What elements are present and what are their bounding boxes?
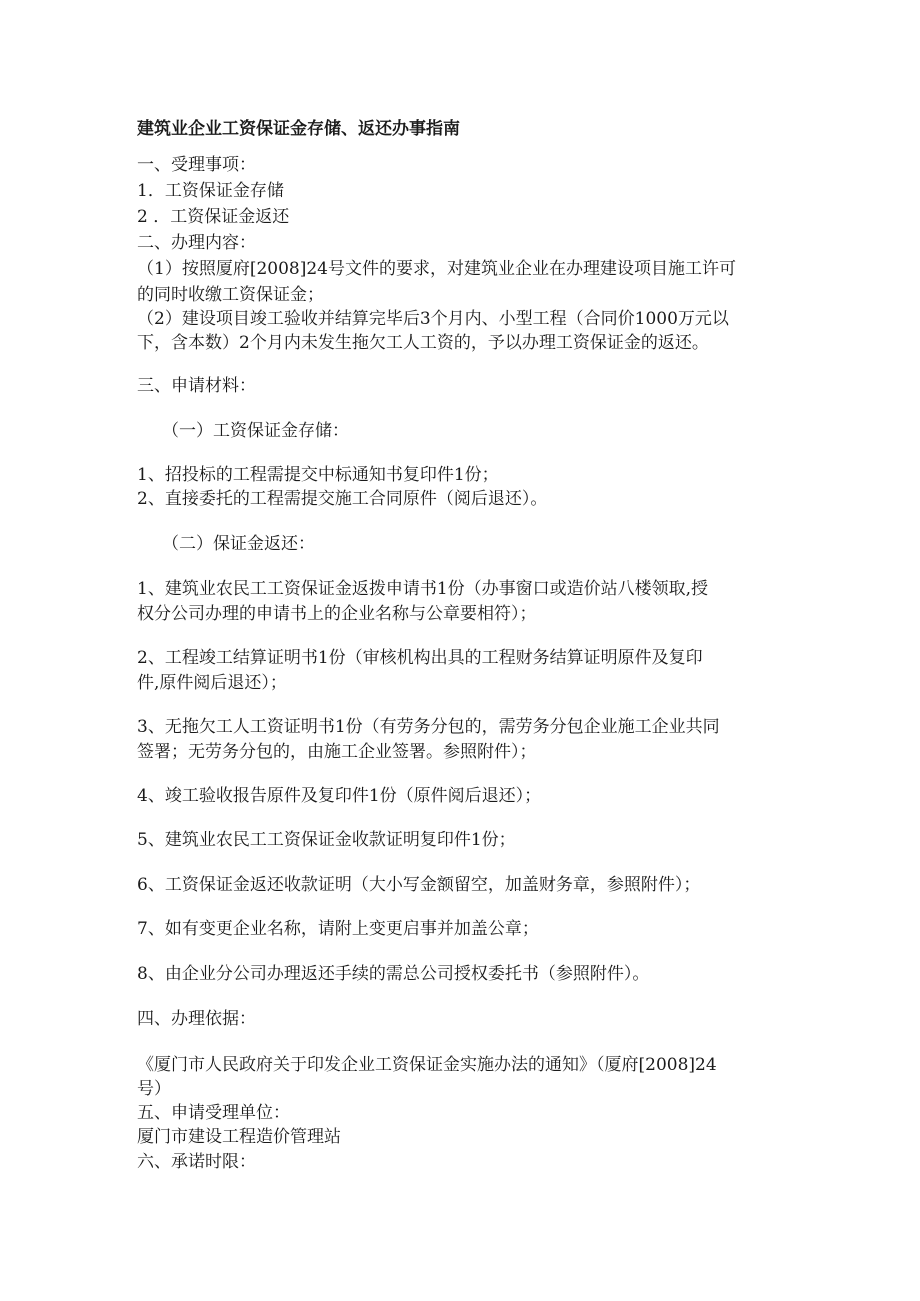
- return-item-2-line-1: 2、工程竣工结算证明书1份（审核机构出具的工程财务结算证明原件及复印: [137, 648, 703, 668]
- return-item-5: 5、建筑业农民工工资保证金收款证明复印件1份；: [137, 830, 516, 850]
- return-item-3-line-1: 3、无拖欠工人工资证明书1份（有劳务分包的，需劳务分包企业施工企业共同: [137, 717, 720, 737]
- section-heading-content: 二、办理内容：: [137, 233, 256, 253]
- deposit-item-1: 1、招投标的工程需提交中标通知书复印件1份；: [137, 465, 499, 485]
- content-paragraph-2-line-2: 下，含本数）2个月内未发生拖欠工人工资的，予以办理工资保证金的返还。: [137, 333, 709, 353]
- section-heading-scope: 一、受理事项：: [137, 155, 256, 175]
- return-item-8: 8、由企业分公司办理返还手续的需总公司授权委托书（参照附件）。: [137, 964, 650, 984]
- materials-subheading-deposit: （一）工资保证金存储：: [162, 421, 349, 441]
- return-item-3-line-2: 签署；无劳务分包的，由施工企业签署。参照附件）；: [137, 742, 537, 762]
- section-heading-materials: 三、申请材料：: [137, 376, 256, 396]
- content-paragraph-1-line-2: 的同时收缴工资保证金；: [137, 285, 324, 305]
- return-item-1-line-1: 1、建筑业农民工工资保证金返拨申请书1份（办事窗口或造价站八楼领取,授: [137, 579, 709, 599]
- return-item-7: 7、如有变更企业名称，请附上变更启事并加盖公章；: [137, 919, 539, 939]
- deposit-item-2: 2、直接委托的工程需提交施工合同原件（阅后退还）。: [137, 489, 548, 509]
- section-heading-basis: 四、办理依据：: [137, 1009, 256, 1029]
- scope-item-2: 2 ．工资保证金返还: [137, 207, 290, 227]
- return-item-1-line-2: 权分公司办理的申请书上的企业名称与公章要相符）；: [137, 604, 537, 624]
- content-paragraph-1-line-1: （1）按照厦府[2008]24号文件的要求，对建筑业企业在办理建设项目施工许可: [137, 259, 736, 279]
- content-paragraph-2-line-1: （2）建设项目竣工验收并结算完毕后3个月内、小型工程（合同价1000万元以: [137, 309, 729, 329]
- section-heading-time-limit: 六、承诺时限：: [137, 1152, 256, 1172]
- scope-item-1: 1．工资保证金存储: [137, 181, 284, 201]
- document-title: 建筑业企业工资保证金存储、返还办事指南: [137, 119, 460, 139]
- section-heading-unit: 五、申请受理单位：: [137, 1103, 290, 1123]
- basis-line-2: 号）: [137, 1079, 171, 1099]
- return-item-4: 4、竣工验收报告原件及复印件1份（原件阅后退还）；: [137, 786, 542, 806]
- accepting-unit: 厦门市建设工程造价管理站: [137, 1127, 341, 1147]
- basis-line-1: 《厦门市人民政府关于印发企业工资保证金实施办法的通知》（厦府[2008]24: [137, 1055, 717, 1075]
- materials-subheading-return: （二）保证金返还：: [162, 534, 315, 554]
- return-item-6: 6、工资保证金返还收款证明（大小写金额留空，加盖财务章，参照附件）；: [137, 875, 701, 895]
- return-item-2-line-2: 件,原件阅后退还）；: [137, 673, 287, 693]
